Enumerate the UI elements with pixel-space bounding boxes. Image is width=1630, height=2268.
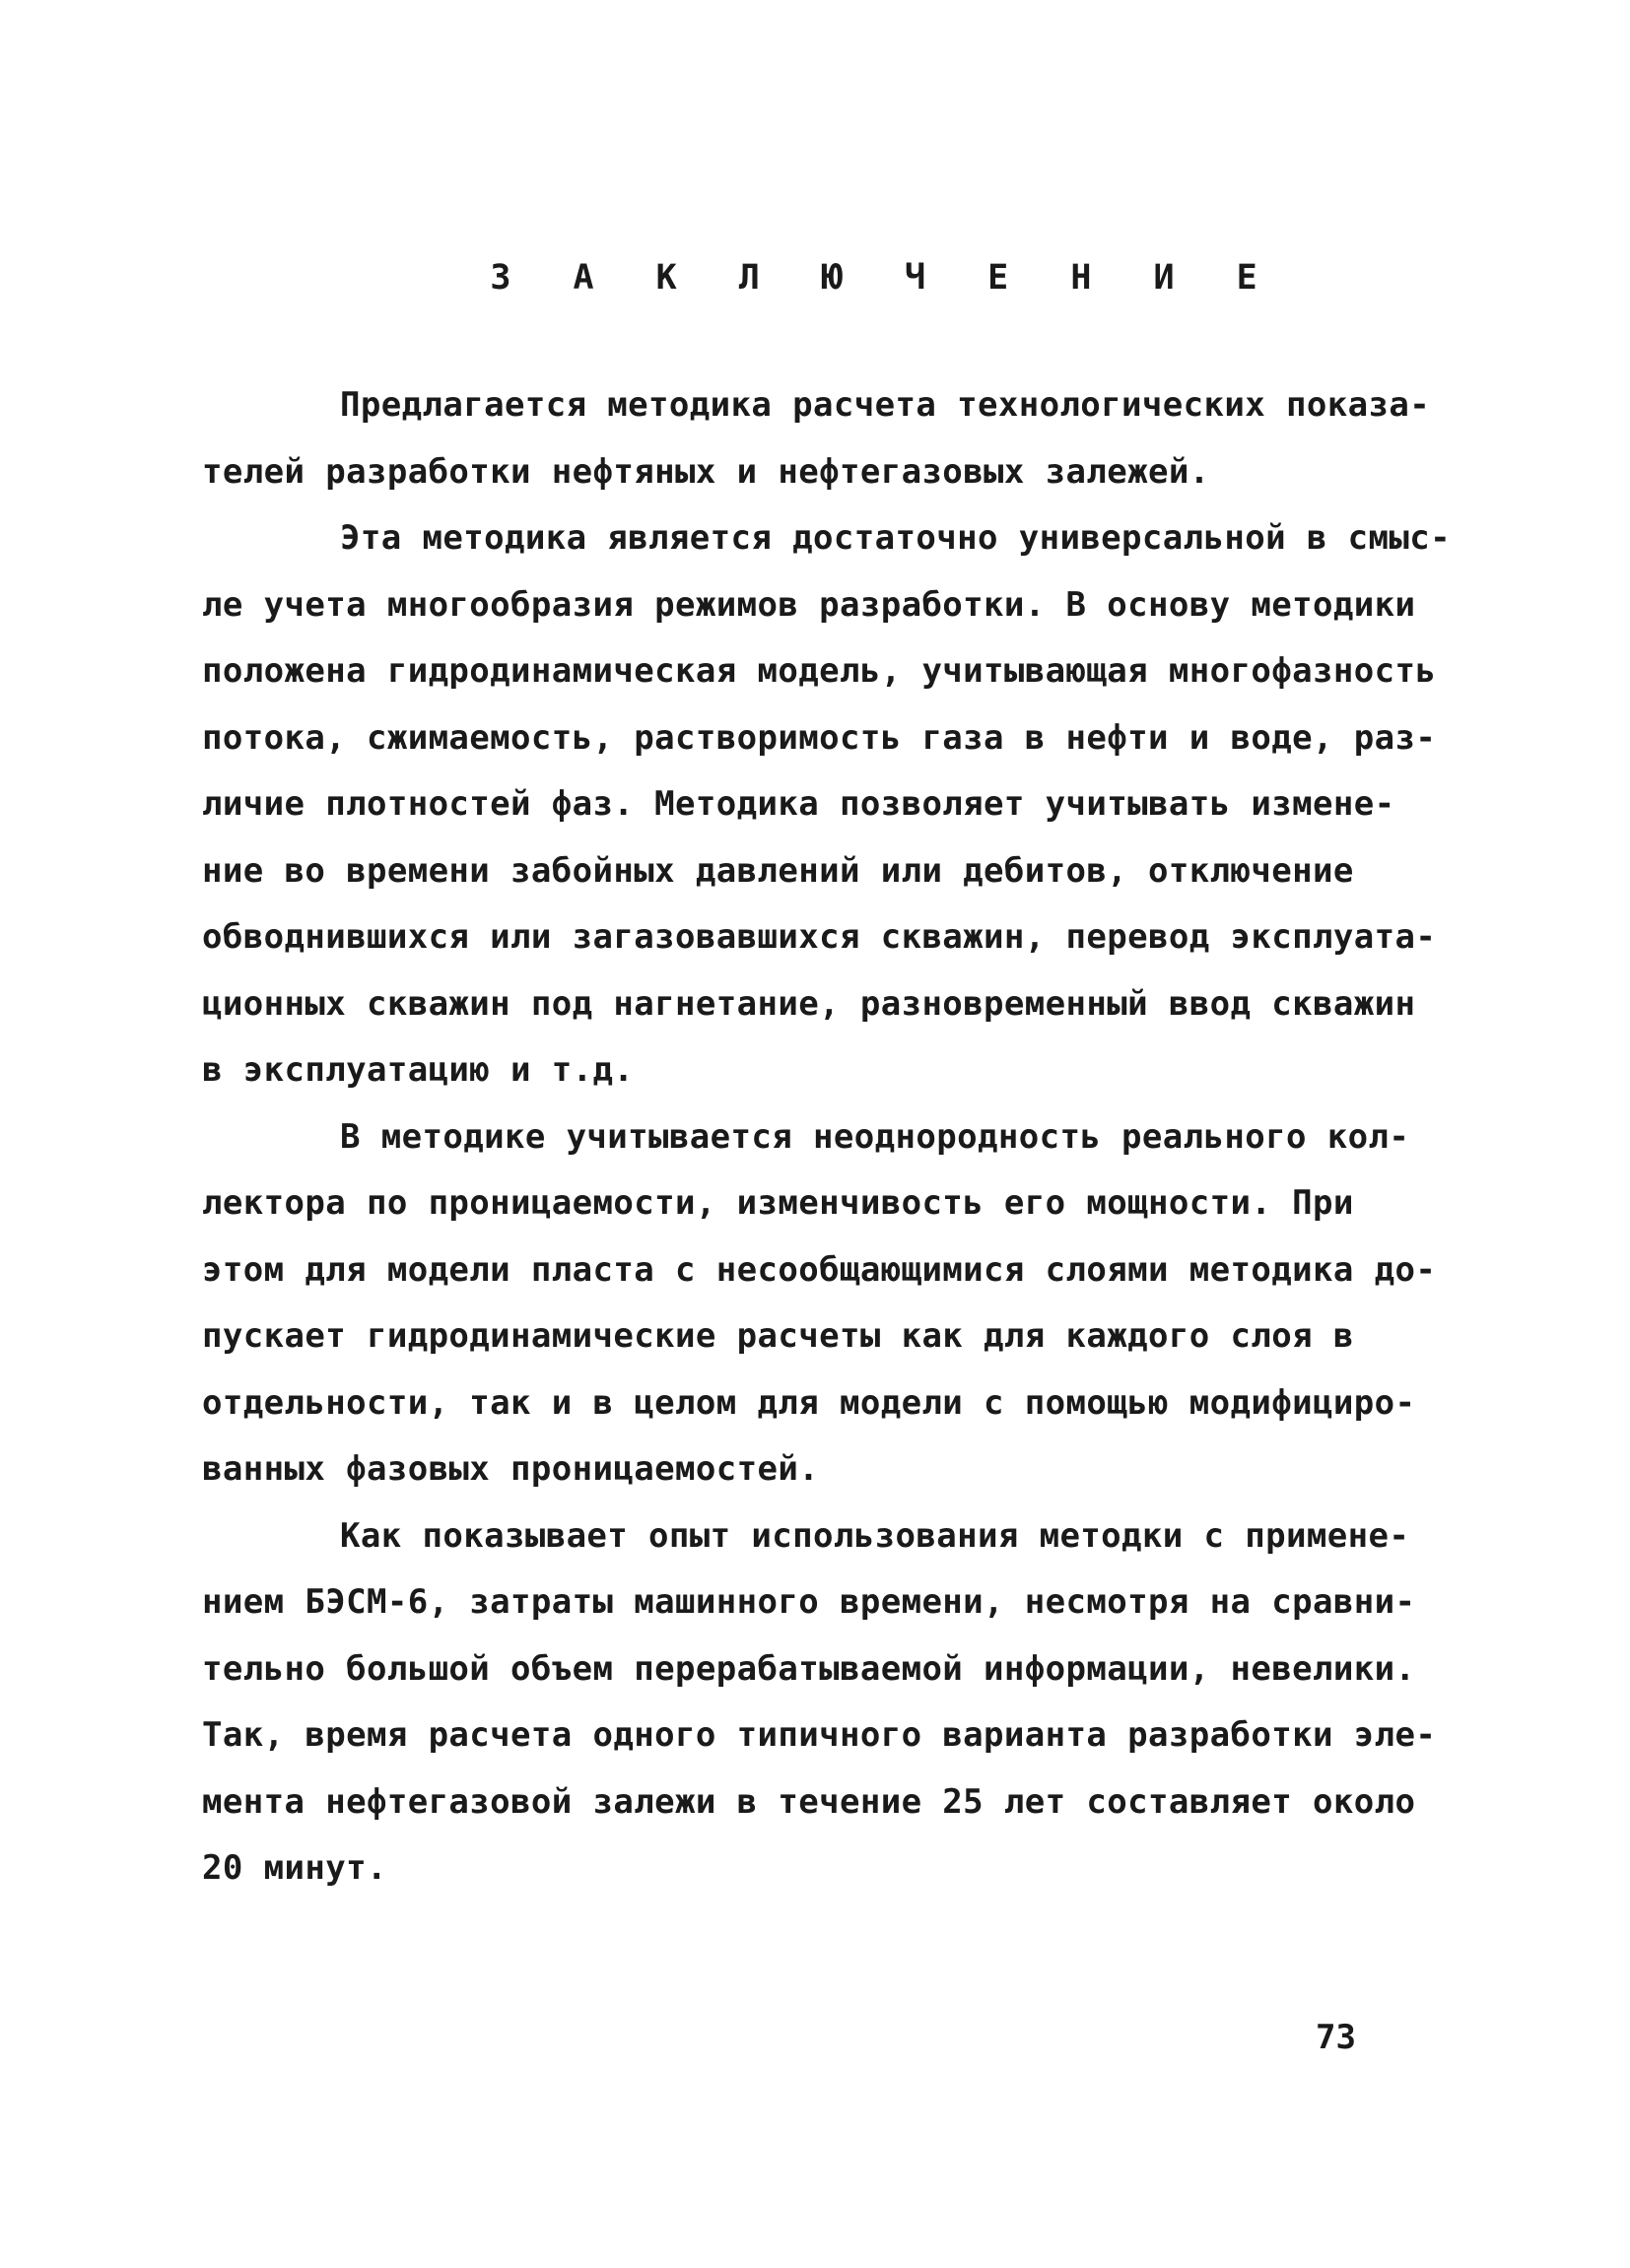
paragraph-3-line-4: пускает гидродинамические расчеты как для каждого слоя в (202, 1316, 1354, 1356)
paragraph-2-line-1: Эта методика является достаточно универсальной в смыс- (340, 518, 1451, 558)
paragraph-2-line-9: в эксплуатацию и т.д. (202, 1050, 635, 1090)
paragraph-2-line-5: личие плотностей фаз. Методика позволяет учитывать измене- (202, 784, 1395, 824)
paragraph-2-line-3: положена гидродинамическая модель, учитывающая многофазность (202, 651, 1437, 691)
paragraph-1-line-1: Предлагается методика расчета технологических показа- (340, 385, 1431, 425)
paragraph-1-line-2: телей разработки нефтяных и нефтегазовых залежей. (202, 451, 1210, 492)
paragraph-2-line-7: обводнившихся или загазовавшихся скважин, перевод эксплуата- (202, 917, 1437, 957)
paragraph-4-line-1: Как показывает опыт использования методки с примене- (340, 1515, 1410, 1556)
paragraph-3-line-1: В методике учитывается неоднородность реального кол- (340, 1116, 1410, 1157)
paragraph-2-line-2: ле учета многообразия режимов разработки. В основу методики (202, 584, 1416, 625)
page-number: 73 (1316, 2018, 1356, 2057)
paragraph-3-line-5: отдельности, так и в целом для модели с помощью модифициро- (202, 1382, 1416, 1423)
paragraph-4-line-6: 20 минут. (202, 1848, 387, 1888)
paragraph-2-line-8: ционных скважин под нагнетание, разновременный ввод скважин (202, 983, 1416, 1024)
paragraph-2-line-4: потока, сжимаемость, растворимость газа в нефти и воде, раз- (202, 717, 1437, 758)
paragraph-3-line-2: лектора по проницаемости, изменчивость его мощности. При (202, 1183, 1354, 1223)
page-title: З А К Л Ю Ч Е Н И Е (490, 258, 1278, 298)
paragraph-2-line-6: ние во времени забойных давлений или дебитов, отключение (202, 850, 1354, 891)
paragraph-3-line-3: этом для модели пласта с несообщающимися слоями методика до- (202, 1249, 1437, 1290)
body-text (202, 372, 1468, 1902)
paragraph-3-line-6: ванных фазовых проницаемостей. (202, 1449, 820, 1489)
paragraph-4-line-3: тельно большой объем перерабатываемой информации, невелики. (202, 1648, 1416, 1689)
paragraph-4-line-5: мента нефтегазовой залежи в течение 25 лет составляет около (202, 1781, 1416, 1822)
paragraph-4-line-4: Так, время расчета одного типичного варианта разработки эле- (202, 1715, 1437, 1755)
paragraph-4-line-2: нием БЭСМ-6, затраты машинного времени, несмотря на сравни- (202, 1582, 1416, 1622)
